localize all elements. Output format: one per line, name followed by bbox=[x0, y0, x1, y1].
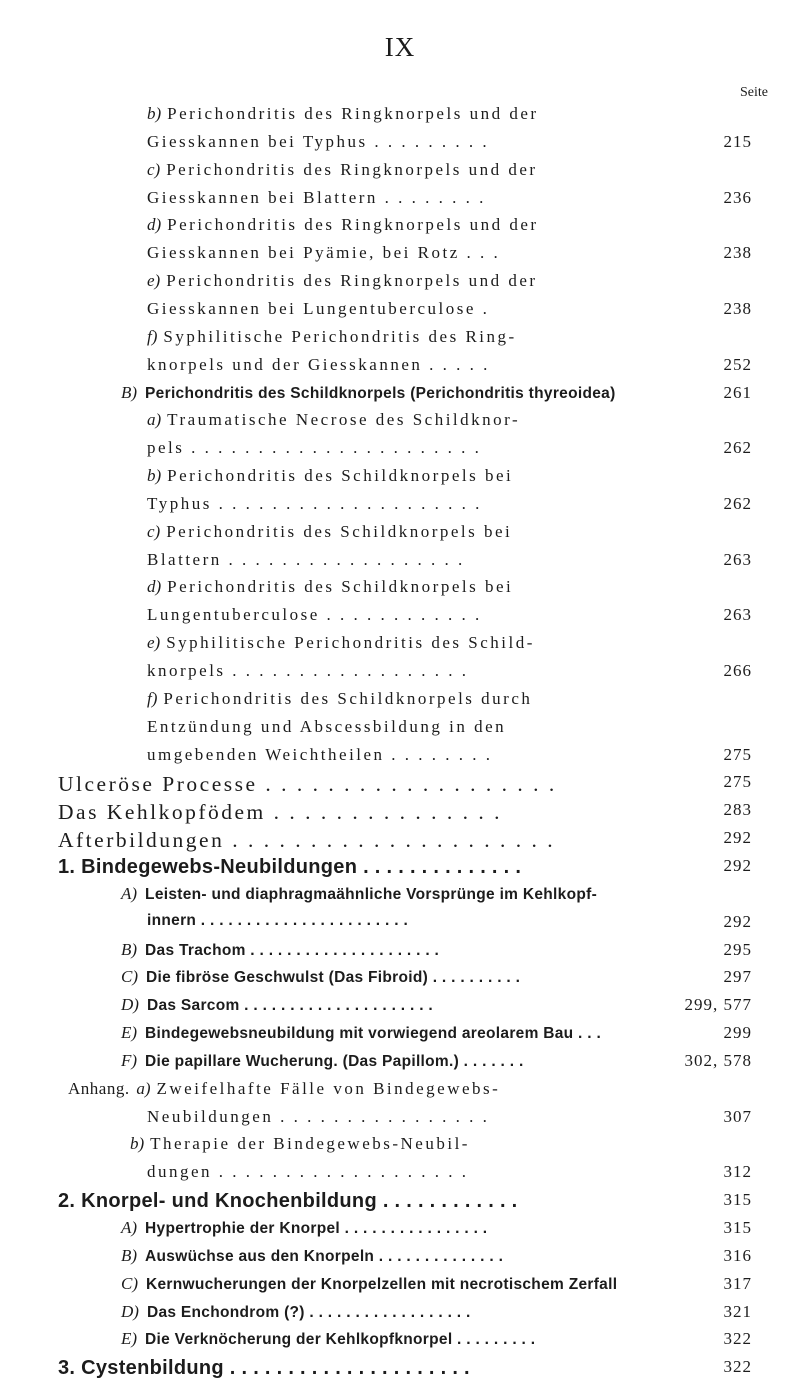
toc-entry-text: dungen . . . . . . . . . . . . . . . . . . . bbox=[147, 1162, 469, 1182]
toc-entry-page: 252 bbox=[723, 354, 752, 374]
toc-entry-label bbox=[147, 689, 532, 709]
toc-entry-label bbox=[147, 104, 539, 124]
toc-entry-label bbox=[58, 772, 557, 797]
toc-entry-marker: c) bbox=[147, 159, 161, 179]
toc-entry bbox=[0, 1302, 800, 1332]
toc-entry-marker: b) bbox=[147, 104, 162, 123]
toc-entry bbox=[0, 1162, 800, 1192]
toc-entry bbox=[0, 299, 800, 329]
toc-entry-text: Entzündung und Abscessbildung in den bbox=[147, 716, 507, 736]
toc-entry bbox=[0, 327, 800, 357]
toc-entry-marker: C) bbox=[121, 967, 138, 987]
toc-entry-marker: e) bbox=[147, 633, 161, 653]
toc-entry-page: 238 bbox=[723, 243, 752, 263]
toc-entry bbox=[0, 772, 800, 802]
toc-entry-marker: c) bbox=[147, 521, 161, 541]
toc-entry-text: Hypertrophie der Knorpel . . . . . . . . . . . . . . . . bbox=[145, 1220, 488, 1237]
toc-entry bbox=[0, 995, 800, 1025]
toc-entry-marker: B) bbox=[121, 939, 138, 959]
toc-entry-page: 283 bbox=[723, 800, 752, 820]
toc-entry-label bbox=[147, 160, 538, 180]
toc-entry-label bbox=[121, 1218, 487, 1238]
toc-entry-page: 295 bbox=[723, 939, 752, 959]
toc-entry-label bbox=[58, 828, 555, 853]
toc-entry bbox=[0, 1079, 800, 1109]
toc-entry-label bbox=[58, 800, 502, 825]
toc-entry-label bbox=[121, 995, 433, 1015]
toc-entry-page: 317 bbox=[723, 1273, 752, 1293]
toc-entry-text: Giesskannen bei Pyämie, bei Rotz . . . bbox=[147, 243, 501, 263]
toc-entry-sub-marker: a) bbox=[136, 1078, 151, 1098]
toc-entry-page: 261 bbox=[723, 382, 752, 402]
toc-entry-label bbox=[147, 494, 482, 514]
toc-entry bbox=[0, 605, 800, 635]
toc-entry bbox=[0, 856, 800, 886]
toc-entry-page: 322 bbox=[723, 1357, 752, 1377]
toc-entry-marker: C) bbox=[121, 1273, 138, 1293]
toc-entry-text: Perichondritis des Ringknorpels und der bbox=[167, 215, 539, 235]
toc-entry bbox=[0, 271, 800, 301]
toc-entry bbox=[0, 494, 800, 524]
toc-entry-page: 302, 578 bbox=[684, 1050, 752, 1070]
toc-entry-page: 263 bbox=[723, 549, 752, 569]
toc-entry-marker: b) bbox=[147, 466, 162, 486]
toc-entry-text: Zweifelhafte Fälle von Bindegewebs- bbox=[156, 1078, 501, 1098]
toc-entry bbox=[0, 828, 800, 858]
toc-entry bbox=[0, 967, 800, 997]
toc-entry-text: Perichondritis des Ringknorpels und der bbox=[167, 104, 539, 123]
toc-entry-page: 315 bbox=[723, 1218, 752, 1237]
toc-entry-marker: e) bbox=[147, 271, 161, 291]
toc-entry-text: Giesskannen bei Typhus . . . . . . . . . bbox=[147, 131, 490, 151]
toc-entry-label bbox=[147, 745, 493, 765]
toc-entry bbox=[0, 410, 800, 440]
toc-entry-label bbox=[147, 466, 513, 486]
toc-entry-page: 215 bbox=[723, 131, 752, 151]
toc-entry-label bbox=[147, 550, 465, 570]
toc-entry-page: 263 bbox=[723, 605, 752, 625]
toc-entry-label bbox=[68, 1079, 500, 1099]
toc-entry-label bbox=[147, 577, 513, 597]
toc-entry bbox=[0, 522, 800, 552]
toc-entry-marker: Anhang. bbox=[68, 1078, 130, 1098]
toc-entry-label bbox=[58, 1190, 518, 1213]
toc-entry bbox=[0, 355, 800, 385]
toc-entry-text: Neubildungen . . . . . . . . . . . . . . . . bbox=[147, 1106, 490, 1126]
toc-entry bbox=[0, 1329, 800, 1359]
toc-entry-text: Ulceröse Processe . . . . . . . . . . . . . . . . . . . bbox=[58, 772, 557, 797]
toc-entry-label bbox=[147, 188, 486, 208]
toc-entry bbox=[0, 215, 800, 245]
toc-entry-marker: f) bbox=[147, 688, 158, 708]
toc-entry-label bbox=[147, 661, 469, 681]
toc-entry bbox=[0, 912, 800, 942]
toc-entry-text: Die Verknöcherung der Kehlkopfknorpel . . . . . . . . . bbox=[145, 1331, 536, 1349]
toc-entry bbox=[0, 717, 800, 747]
toc-entry-page: 262 bbox=[723, 438, 752, 458]
toc-entry-label bbox=[58, 856, 521, 879]
toc-entry-marker: d) bbox=[147, 577, 162, 597]
toc-entry-text: Perichondritis des Schildknorpels durch bbox=[163, 688, 533, 708]
toc-entry-page: 236 bbox=[723, 187, 752, 207]
toc-entry bbox=[0, 466, 800, 496]
toc-entry bbox=[0, 1134, 800, 1164]
toc-entry bbox=[0, 633, 800, 663]
toc-entry-label bbox=[121, 1051, 524, 1071]
toc-entry-page: 292 bbox=[723, 855, 752, 875]
toc-entry bbox=[0, 940, 800, 970]
toc-entry-label bbox=[147, 522, 512, 542]
toc-entry bbox=[0, 1190, 800, 1220]
toc-entry bbox=[0, 1246, 800, 1276]
toc-entry bbox=[0, 160, 800, 190]
toc-entry bbox=[0, 104, 800, 134]
toc-entry-text: Perichondritis des Ringknorpels und der bbox=[166, 159, 538, 179]
toc-entry-page: 307 bbox=[723, 1106, 752, 1126]
toc-entry-label bbox=[121, 884, 597, 904]
toc-entry-marker: d) bbox=[147, 215, 162, 235]
toc-entry-page: 238 bbox=[723, 298, 752, 318]
toc-entry-text: pels . . . . . . . . . . . . . . . . . . . . . . bbox=[147, 438, 482, 458]
toc-entry-text: Perichondritis des Schildknorpels bei bbox=[166, 521, 513, 541]
toc-entry-label bbox=[58, 1357, 470, 1380]
toc-entry-label bbox=[121, 1329, 535, 1349]
toc-entry-text: Kernwucherungen der Knorpelzellen mit necrotischem Zerfall bbox=[146, 1275, 618, 1293]
toc-entry-text: Perichondritis des Schildknorpels bei bbox=[167, 466, 514, 486]
toc-entry-label bbox=[121, 1274, 617, 1294]
toc-entry-marker: a) bbox=[147, 410, 162, 430]
toc-entry-text: Afterbildungen . . . . . . . . . . . . . . . . . . . . . bbox=[58, 828, 556, 853]
toc-entry-text: Bindegewebsneubildung mit vorwiegend areolarem Bau . . . bbox=[145, 1025, 602, 1043]
toc-entry-page: 321 bbox=[723, 1301, 752, 1321]
toc-entry-text: 1. Bindegewebs-Neubildungen . . . . . . . . . . . . . . bbox=[58, 855, 522, 878]
toc-entry bbox=[0, 800, 800, 830]
toc-entry-text: Auswüchse aus den Knorpeln . . . . . . . . . . . . . . bbox=[145, 1247, 504, 1265]
toc-entry-text: Das Kehlkopfödem . . . . . . . . . . . . . . . bbox=[58, 800, 503, 825]
toc-entry-text: Perichondritis des Schildknorpels (Perichondritis thyreoidea) bbox=[145, 384, 616, 402]
toc-entry-label bbox=[147, 243, 500, 263]
toc-entry-label bbox=[147, 605, 482, 625]
toc-entry-page: 292 bbox=[723, 828, 752, 848]
toc-entry-label bbox=[121, 1023, 601, 1043]
toc-entry-text: Traumatische Necrose des Schildknor- bbox=[167, 410, 521, 430]
toc-entry-text: innern . . . . . . . . . . . . . . . . . . . . . . . bbox=[147, 911, 409, 929]
toc-entry-marker: F) bbox=[121, 1050, 138, 1070]
toc-entry-text: Syphilitische Perichondritis des Schild- bbox=[166, 633, 535, 653]
toc-entry-label bbox=[147, 215, 539, 235]
toc-entry-text: Syphilitische Perichondritis des Ring- bbox=[163, 326, 517, 346]
toc-entry-text: Typhus . . . . . . . . . . . . . . . . . . . . bbox=[147, 493, 482, 513]
toc-entry-text: Das Sarcom . . . . . . . . . . . . . . . . . . . . . bbox=[146, 997, 434, 1015]
toc-entry-label bbox=[147, 717, 506, 737]
toc-entry-marker: f) bbox=[147, 326, 158, 346]
toc-entry-label bbox=[121, 940, 439, 960]
toc-entry-marker: D) bbox=[121, 1301, 139, 1321]
toc-entry-page: 299, 577 bbox=[684, 995, 752, 1015]
toc-entry-text: Giesskannen bei Blattern . . . . . . . . bbox=[147, 187, 486, 207]
toc-entry-label bbox=[130, 1134, 470, 1154]
toc-entry-marker: B) bbox=[121, 1245, 138, 1265]
toc-entry-marker: b) bbox=[130, 1134, 145, 1154]
toc-entry-text: Das Enchondrom (?) . . . . . . . . . . . . . . . . . . bbox=[146, 1303, 471, 1321]
toc-entry bbox=[0, 383, 800, 413]
toc-entry-text: Die papillare Wucherung. (Das Papillom.) . . . . . . . bbox=[145, 1052, 524, 1070]
toc-entry bbox=[0, 661, 800, 691]
toc-entry bbox=[0, 689, 800, 719]
toc-entry-text: Therapie der Bindegewebs-Neubil- bbox=[150, 1134, 470, 1154]
toc-entry-label bbox=[121, 1246, 503, 1266]
toc-entry-label bbox=[147, 299, 489, 319]
toc-entry-marker: E) bbox=[121, 1329, 138, 1349]
toc-entry-label bbox=[147, 410, 520, 430]
toc-entry-marker: A) bbox=[121, 1218, 138, 1237]
toc-entry-page: 266 bbox=[723, 661, 752, 680]
toc-entry bbox=[0, 884, 800, 914]
toc-entry-text: Giesskannen bei Lungentuberculose . bbox=[147, 298, 490, 318]
page-column-label: Seite bbox=[740, 85, 768, 100]
toc-entry bbox=[0, 745, 800, 775]
toc-entry-label bbox=[147, 1162, 469, 1182]
toc-entry bbox=[0, 1107, 800, 1137]
toc-entry-label bbox=[147, 355, 490, 375]
toc-entry-page: 275 bbox=[723, 772, 752, 792]
toc-entry bbox=[0, 1274, 800, 1304]
toc-entry-label bbox=[121, 967, 520, 987]
toc-entry-label bbox=[147, 271, 538, 291]
toc-entry-text: Perichondritis des Schildknorpels bei bbox=[167, 577, 514, 597]
toc-entry bbox=[0, 1051, 800, 1081]
toc-entry bbox=[0, 438, 800, 468]
toc-entry bbox=[0, 1357, 800, 1387]
toc-entry bbox=[0, 577, 800, 607]
toc-entry-text: knorpels . . . . . . . . . . . . . . . . . . bbox=[147, 661, 469, 680]
toc-entry-page: 322 bbox=[723, 1329, 752, 1349]
toc-entry-page: 275 bbox=[723, 744, 752, 764]
toc-entry bbox=[0, 1023, 800, 1053]
toc-entry bbox=[0, 188, 800, 218]
toc-entry bbox=[0, 550, 800, 580]
toc-entry-text: knorpels und der Giesskannen . . . . . bbox=[147, 354, 490, 374]
toc-entry-page: 315 bbox=[723, 1190, 752, 1210]
toc-entry-page: 262 bbox=[723, 493, 752, 513]
toc-entry-label bbox=[147, 438, 481, 458]
toc-entry-text: umgebenden Weichtheilen . . . . . . . . bbox=[147, 744, 493, 764]
toc-entry-text: Perichondritis des Ringknorpels und der bbox=[166, 271, 538, 291]
toc-entry-label bbox=[121, 383, 616, 403]
toc-entry-marker: D) bbox=[121, 995, 139, 1015]
toc-entry bbox=[0, 243, 800, 273]
toc-entry-marker: A) bbox=[121, 883, 138, 903]
toc-entry-label bbox=[147, 912, 408, 930]
toc-entry-text: 3. Cystenbildung . . . . . . . . . . . . . . . . . . . . . bbox=[58, 1357, 470, 1380]
toc-entry-marker: B) bbox=[121, 382, 138, 402]
toc-entry-text: Lungentuberculose . . . . . . . . . . . . bbox=[147, 605, 482, 625]
toc-entry-text: Blattern . . . . . . . . . . . . . . . . . . bbox=[147, 549, 465, 569]
toc-entry bbox=[0, 1218, 800, 1248]
toc-entry-text: Die fibröse Geschwulst (Das Fibroid) . . . . . . . . . . bbox=[146, 969, 521, 987]
toc-entry-label bbox=[147, 327, 517, 347]
toc-entry bbox=[0, 132, 800, 162]
toc-entry-page: 292 bbox=[723, 911, 752, 931]
toc-entry-marker: E) bbox=[121, 1023, 138, 1043]
toc-entry-page: 316 bbox=[723, 1245, 752, 1265]
toc-entry-page: 312 bbox=[723, 1162, 752, 1182]
toc-entry-label bbox=[147, 1107, 489, 1127]
toc-entry-page: 299 bbox=[723, 1023, 752, 1043]
toc-entry-label bbox=[147, 132, 489, 152]
toc-entry-page: 297 bbox=[723, 967, 752, 987]
toc-entry-text: Leisten- und diaphragmaähnliche Vorsprünge im Kehlkopf- bbox=[145, 885, 598, 903]
toc-entry-text: 2. Knorpel- und Knochenbildung . . . . . . . . . . . . bbox=[58, 1190, 518, 1213]
page-number: IX bbox=[384, 32, 416, 62]
toc-entry-label bbox=[121, 1302, 471, 1322]
toc-entry-label bbox=[147, 633, 535, 653]
toc-entry-text: Das Trachom . . . . . . . . . . . . . . . . . . . . . bbox=[145, 941, 440, 959]
